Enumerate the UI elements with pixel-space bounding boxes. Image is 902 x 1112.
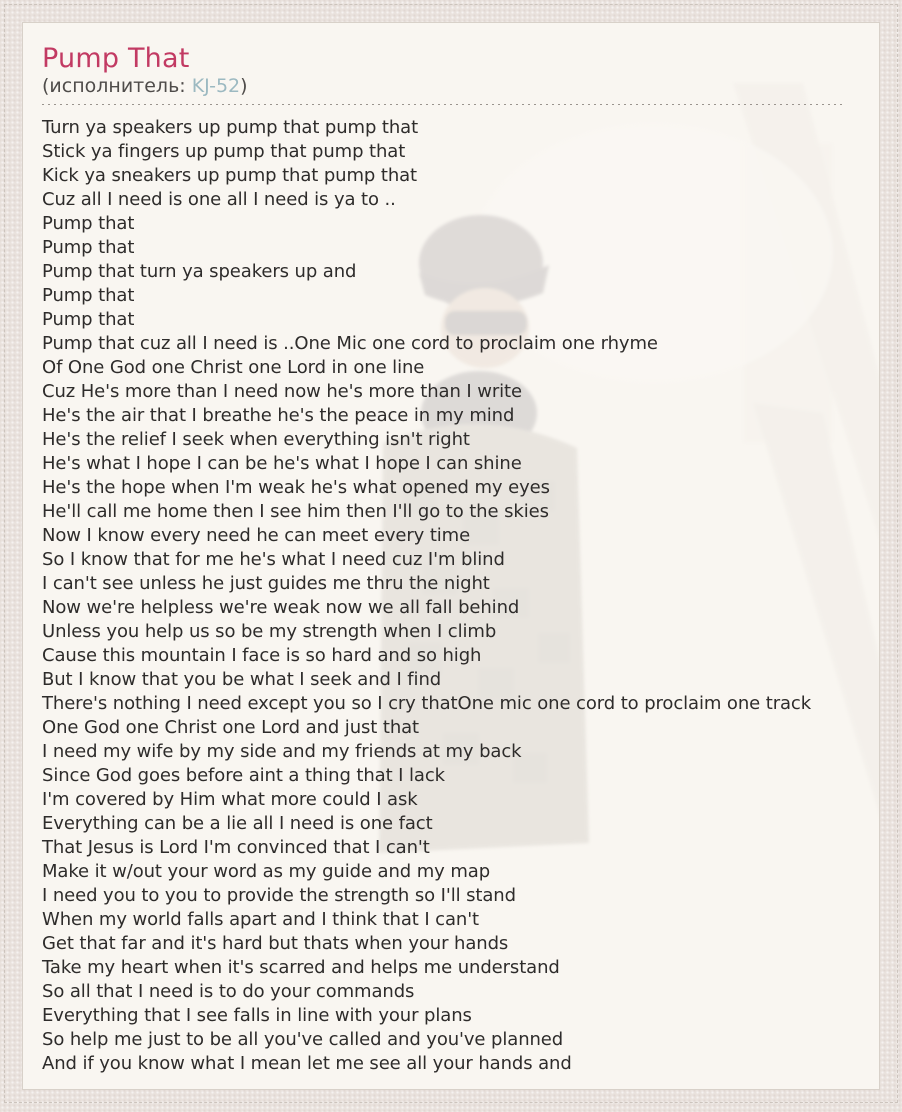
song-title: Pump That	[42, 43, 190, 74]
lyric-line: Pump that	[42, 284, 135, 306]
lyric-line: I'm covered by Him what more could I ask	[42, 788, 418, 810]
lyric-line: He's what I hope I can be he's what I hope I can shine	[42, 452, 522, 474]
lyric-line: Pump that cuz all I need is ..One Mic one cord to proclaim one rhyme	[42, 332, 658, 354]
panel-inner	[23, 23, 879, 1076]
lyric-line: So I know that for me he's what I need cuz I'm blind	[42, 548, 505, 570]
lyric-line: Cuz He's more than I need now he's more than I write	[42, 380, 522, 402]
lyric-line: There's nothing I need except you so I cry thatOne mic one cord to proclaim one track	[42, 692, 812, 714]
lyric-line: Since God goes before aint a thing that I lack	[42, 764, 445, 786]
lyric-line: Take my heart when it's scarred and helps me understand	[42, 956, 560, 978]
lyric-line: Stick ya fingers up pump that pump that	[42, 140, 406, 162]
lyric-line: And if you know what I mean let me see all your hands and	[42, 1052, 572, 1074]
lyric-line: So all that I need is to do your commands	[42, 980, 415, 1002]
lyric-line: Get that far and it's hard but thats when your hands	[42, 932, 509, 954]
lyric-line: Now we're helpless we're weak now we all fall behind	[42, 596, 520, 618]
lyric-line: Pump that	[42, 212, 135, 234]
lyric-line: Make it w/out your word as my guide and my map	[42, 860, 491, 882]
artist-label-prefix: (исполнитель:	[42, 75, 192, 98]
lyric-line: One God one Christ one Lord and just that	[42, 716, 420, 738]
lyric-line: He's the air that I breathe he's the peace in my mind	[42, 404, 515, 426]
artist-label-suffix: )	[240, 75, 248, 98]
lyric-line: So help me just to be all you've called and you've planned	[42, 1028, 564, 1050]
lyric-line: Everything that I see falls in line with your plans	[42, 1004, 472, 1026]
lyric-line: He's the relief I seek when everything isn't right	[42, 428, 470, 450]
lyric-line: Pump that	[42, 236, 135, 258]
lyric-line: Kick ya sneakers up pump that pump that	[42, 164, 418, 186]
lyric-line: Cause this mountain I face is so hard and so high	[42, 644, 482, 666]
dotted-separator	[42, 104, 845, 105]
lyric-line: But I know that you be what I seek and I find	[42, 668, 442, 690]
lyric-line: Pump that turn ya speakers up and	[42, 260, 357, 282]
lyric-line: Of One God one Christ one Lord in one line	[42, 356, 425, 378]
lyric-line: Unless you help us so be my strength when I climb	[42, 620, 497, 642]
lyric-line: Cuz all I need is one all I need is ya to ..	[42, 188, 396, 210]
content-panel	[22, 22, 880, 1090]
lyric-line: Turn ya speakers up pump that pump that	[42, 116, 419, 138]
lyric-line: Pump that	[42, 308, 135, 330]
artist-link[interactable]: KJ-52	[191, 75, 241, 98]
lyric-line: Now I know every need he can meet every time	[42, 524, 471, 546]
lyric-line: I need my wife by my side and my friends at my back	[42, 740, 522, 762]
lyric-line: He's the hope when I'm weak he's what opened my eyes	[42, 476, 550, 498]
lyric-line: That Jesus is Lord I'm convinced that I can't	[42, 836, 430, 858]
lyric-line: I need you to you to provide the strength so I'll stand	[42, 884, 516, 906]
lyric-line: I can't see unless he just guides me thru the night	[42, 572, 490, 594]
lyrics-text	[42, 116, 861, 1076]
lyric-line: Everything can be a lie all I need is one fact	[42, 812, 433, 834]
lyric-line: When my world falls apart and I think that I can't	[42, 908, 480, 930]
artist-line	[42, 76, 861, 104]
lyric-line: He'll call me home then I see him then I'll go to the skies	[42, 500, 549, 522]
